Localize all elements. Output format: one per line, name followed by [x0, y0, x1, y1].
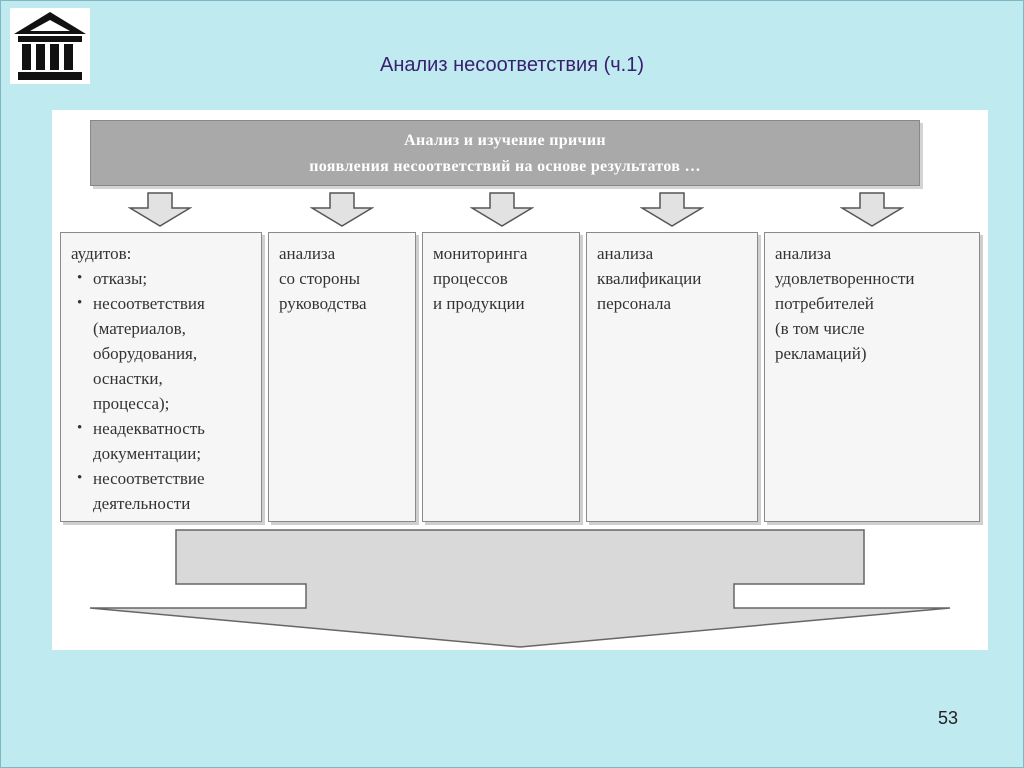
column-line: и продукции	[433, 294, 525, 313]
down-arrow-icon	[128, 192, 192, 228]
bullet-item	[71, 466, 255, 516]
column-line: рекламаций)	[775, 344, 867, 363]
column-line: (в том числе	[775, 319, 865, 338]
column-line: квалификации	[597, 269, 702, 288]
column-audits	[60, 232, 262, 522]
bullet-line: оборудования,	[93, 344, 198, 363]
bullet-list	[71, 266, 255, 516]
down-arrow-icon	[840, 192, 904, 228]
column-line: анализа	[775, 244, 832, 263]
column-line: удовлетворенности	[775, 269, 915, 288]
column-monitoring	[422, 232, 580, 522]
down-arrow-icon	[470, 192, 534, 228]
column-heading: аудитов:	[71, 244, 132, 263]
top-box-line: появления несоответствий на основе результатов …	[309, 158, 701, 175]
bullet-line: процесса);	[93, 394, 170, 413]
bullet-line: • отказы;	[93, 269, 148, 288]
column-management-review	[268, 232, 416, 522]
column-customer-satisfaction	[764, 232, 980, 522]
down-arrow-icon	[640, 192, 704, 228]
page-number: 53	[938, 708, 959, 728]
column-personnel	[586, 232, 758, 522]
bullet-item	[71, 291, 255, 416]
column-line: мониторинга	[433, 244, 528, 263]
column-line: процессов	[433, 269, 508, 288]
bullet-line: документации;	[93, 444, 202, 463]
bullet-line: • несоответствие	[93, 469, 205, 488]
diagram-panel	[52, 110, 988, 650]
institution-building-icon	[10, 8, 90, 84]
column-line: анализа	[597, 244, 654, 263]
bullet-item	[71, 266, 255, 291]
slide-title: Анализ несоответствия (ч.1)	[380, 54, 644, 76]
column-line: руководства	[279, 294, 367, 313]
diagram-top-box	[90, 120, 920, 186]
bullet-line: • несоответствия	[93, 294, 205, 313]
top-box-line: Анализ и изучение причин	[404, 132, 606, 149]
bullet-line: деятельности	[93, 494, 191, 513]
column-line: потребителей	[775, 294, 874, 313]
bullet-line: • неадекватность	[93, 419, 205, 438]
column-line: со стороны	[279, 269, 361, 288]
down-arrow-icon	[310, 192, 374, 228]
big-down-arrow-icon	[52, 526, 988, 650]
bullet-item	[71, 416, 255, 466]
bullet-line: оснастки,	[93, 369, 163, 388]
bullet-line: (материалов,	[93, 319, 186, 338]
column-line: анализа	[279, 244, 336, 263]
column-line: персонала	[597, 294, 672, 313]
